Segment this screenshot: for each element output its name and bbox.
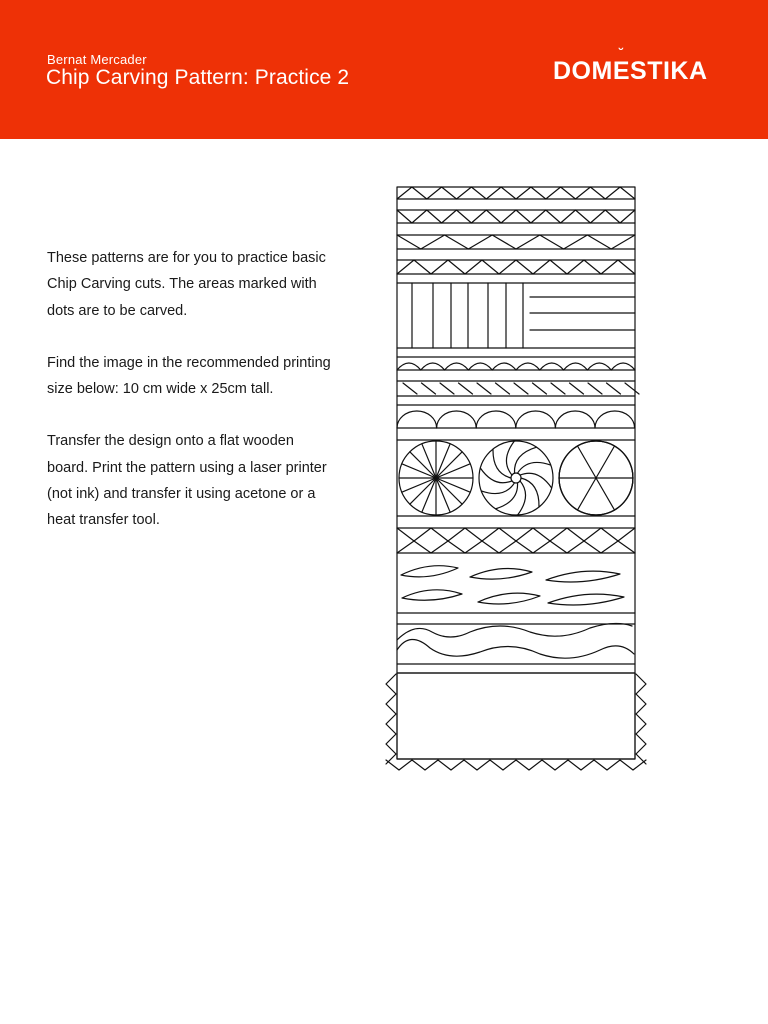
small-arch: [468, 363, 492, 370]
rosette-spoke: [436, 478, 462, 504]
swirl-arm: [480, 468, 512, 483]
small-arch: [540, 363, 564, 370]
flower-vein: [596, 446, 615, 478]
rosette-spoke: [410, 452, 436, 478]
instructions: [47, 245, 337, 560]
zigzag-band: [397, 541, 635, 553]
bottom-zigzag: [386, 760, 646, 770]
leaf: [401, 566, 458, 577]
swirl-arm: [514, 447, 536, 473]
small-arch: [445, 363, 469, 370]
scallop: [437, 411, 477, 428]
small-arch: [492, 363, 516, 370]
author-name: Bernat Mercader: [47, 52, 147, 67]
diagonal-hatch: [477, 383, 491, 394]
swirl-arm: [493, 449, 511, 478]
zigzag-band: [397, 235, 635, 249]
diagonal-hatch: [625, 383, 639, 394]
diagonal-hatch: [440, 383, 454, 394]
diagonal-hatch: [607, 383, 621, 394]
small-arch: [587, 363, 611, 370]
diagonal-hatch: [588, 383, 602, 394]
scallop: [555, 411, 595, 428]
side-zigzag-left: [386, 674, 396, 764]
scallop: [476, 411, 516, 428]
wave-upper: [397, 623, 632, 640]
domestika-logo: DOME ˘ STIKA: [553, 45, 708, 85]
flower-vein: [578, 478, 597, 510]
rosette-spoke: [436, 452, 462, 478]
leaf: [546, 571, 620, 582]
swirl-arm: [481, 483, 514, 494]
small-arch: [516, 363, 540, 370]
diagonal-hatch: [403, 383, 417, 394]
leaf: [548, 594, 624, 605]
swirl-arm: [521, 478, 539, 507]
wave-lower: [397, 639, 634, 658]
diagonal-hatch: [570, 383, 584, 394]
leaf: [478, 593, 540, 604]
diagonal-hatch: [459, 383, 473, 394]
diagonal-hatch: [422, 383, 436, 394]
flower-vein: [596, 478, 615, 510]
side-zigzag-right: [636, 674, 646, 764]
instruction-paragraph-1: These patterns are for you to practice basic Chip Carving cuts. The areas marked with dots are to be carved.: [47, 250, 326, 319]
page-title: Chip Carving Pattern: Practice 2: [46, 66, 350, 89]
scallop: [595, 411, 635, 428]
rosette-spoke: [410, 478, 436, 504]
instruction-paragraph-3: Transfer the design onto a flat wooden board. Print the pattern using a laser printer (not ink) and transfer it using acetone or a heat transfer tool.: [47, 433, 327, 529]
swirl-arm: [518, 481, 526, 515]
zigzag-band: [397, 260, 635, 274]
diagonal-hatch: [514, 383, 528, 394]
zigzag-band: [397, 210, 635, 223]
diagonal-hatch: [551, 383, 565, 394]
scallop: [516, 411, 556, 428]
instruction-paragraph-2: Find the image in the recommended printing size below: 10 cm wide x 25cm tall.: [47, 354, 331, 398]
scallop: [397, 411, 437, 428]
rosette-center: [511, 473, 521, 483]
zigzag-band: [397, 528, 635, 541]
chip-carving-pattern-illustration: [380, 182, 650, 777]
swirl-arm: [496, 483, 518, 509]
empty-panel: [397, 673, 635, 759]
swirl-arm: [506, 441, 514, 475]
small-arch: [611, 363, 635, 370]
diagonal-hatch: [533, 383, 547, 394]
small-arch: [421, 363, 445, 370]
zigzag-band: [397, 187, 635, 199]
swirl-arm: [520, 473, 552, 488]
swirl-arm: [518, 462, 551, 473]
header-banner: [0, 0, 768, 139]
small-arch: [564, 363, 588, 370]
diagonal-hatch: [496, 383, 510, 394]
leaf: [402, 590, 462, 600]
small-arch: [397, 363, 421, 370]
leaf: [470, 568, 532, 579]
flower-vein: [578, 446, 597, 478]
